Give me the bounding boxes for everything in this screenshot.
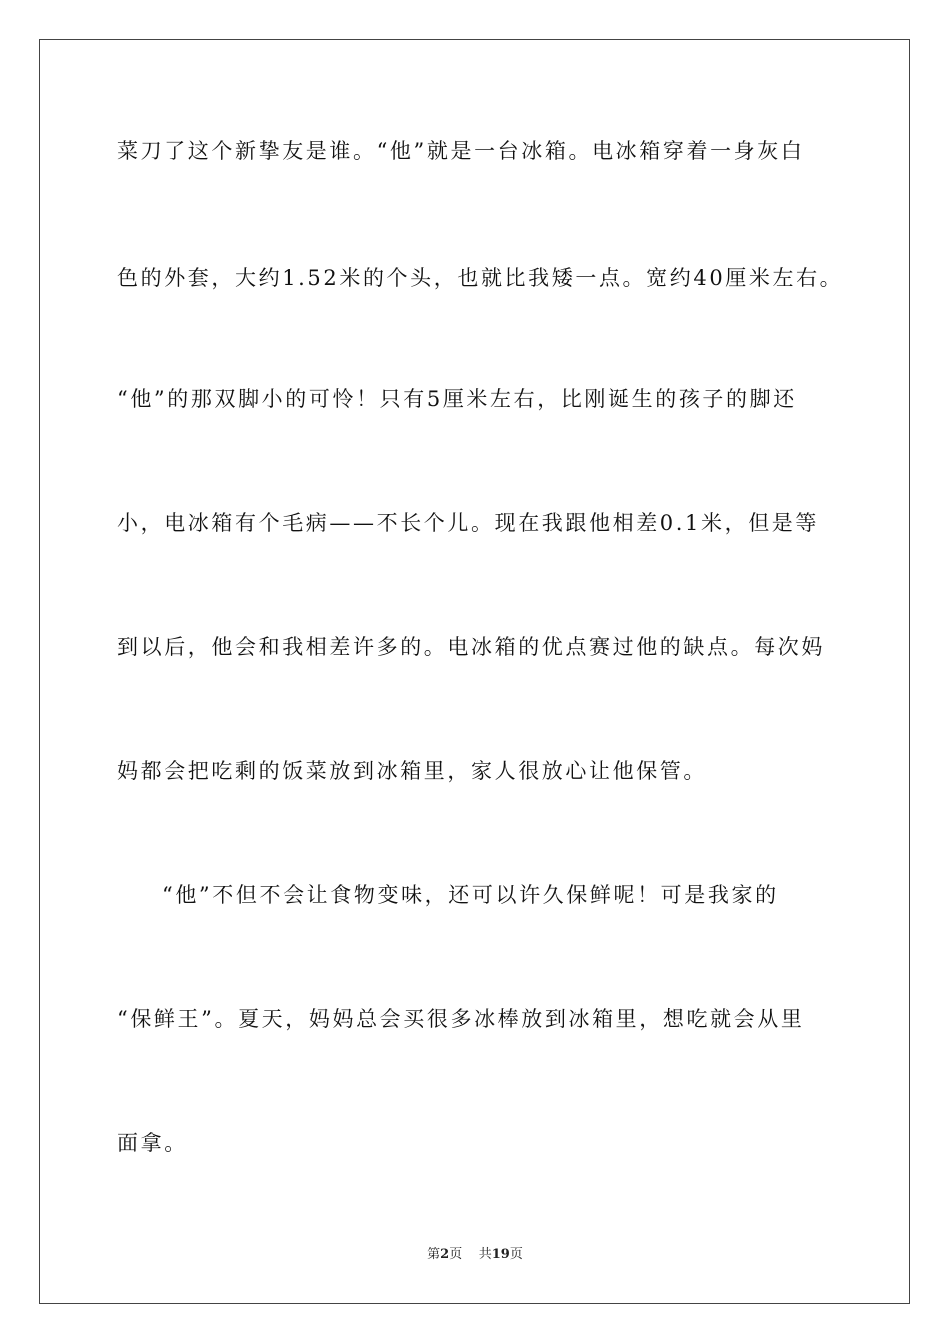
text-line: 到以后，他会和我相差许多的。电冰箱的优点赛过他的缺点。每次妈 (117, 635, 825, 659)
total-prefix: 共 (478, 1247, 492, 1262)
text-line: 妈都会把吃剩的饭菜放到冰箱里，家人很放心让他保管。 (117, 759, 707, 783)
text-line: “他”的那双脚小的可怜！只有5厘米左右，比刚诞生的孩子的脚还 (117, 387, 797, 411)
text-line: 面拿。 (117, 1131, 188, 1155)
total-pages: 19 (491, 1247, 510, 1262)
text-line: 色的外套，大约1.52米的个头，也就比我矮一点。宽约40厘米左右。 (117, 266, 844, 290)
text-line: 小，电冰箱有个毛病——不长个儿。现在我跟他相差0.1米，但是等 (117, 511, 819, 535)
total-suffix: 页 (509, 1247, 523, 1262)
text-line: “保鲜王”。夏天，妈妈总会买很多冰棒放到冰箱里，想吃就会从里 (117, 1007, 805, 1031)
paragraph-first-line: “他”不但不会让食物变味，还可以许久保鲜呢！可是我家的 (162, 883, 779, 907)
page-prefix: 第 (427, 1247, 441, 1262)
page-footer (0, 1246, 950, 1264)
page-border (39, 39, 910, 1304)
page-number: 2 (440, 1247, 450, 1262)
page-suffix: 页 (449, 1247, 463, 1262)
text-line: 菜刀了这个新挚友是谁。“他”就是一台冰箱。电冰箱穿着一身灰白 (117, 139, 805, 163)
